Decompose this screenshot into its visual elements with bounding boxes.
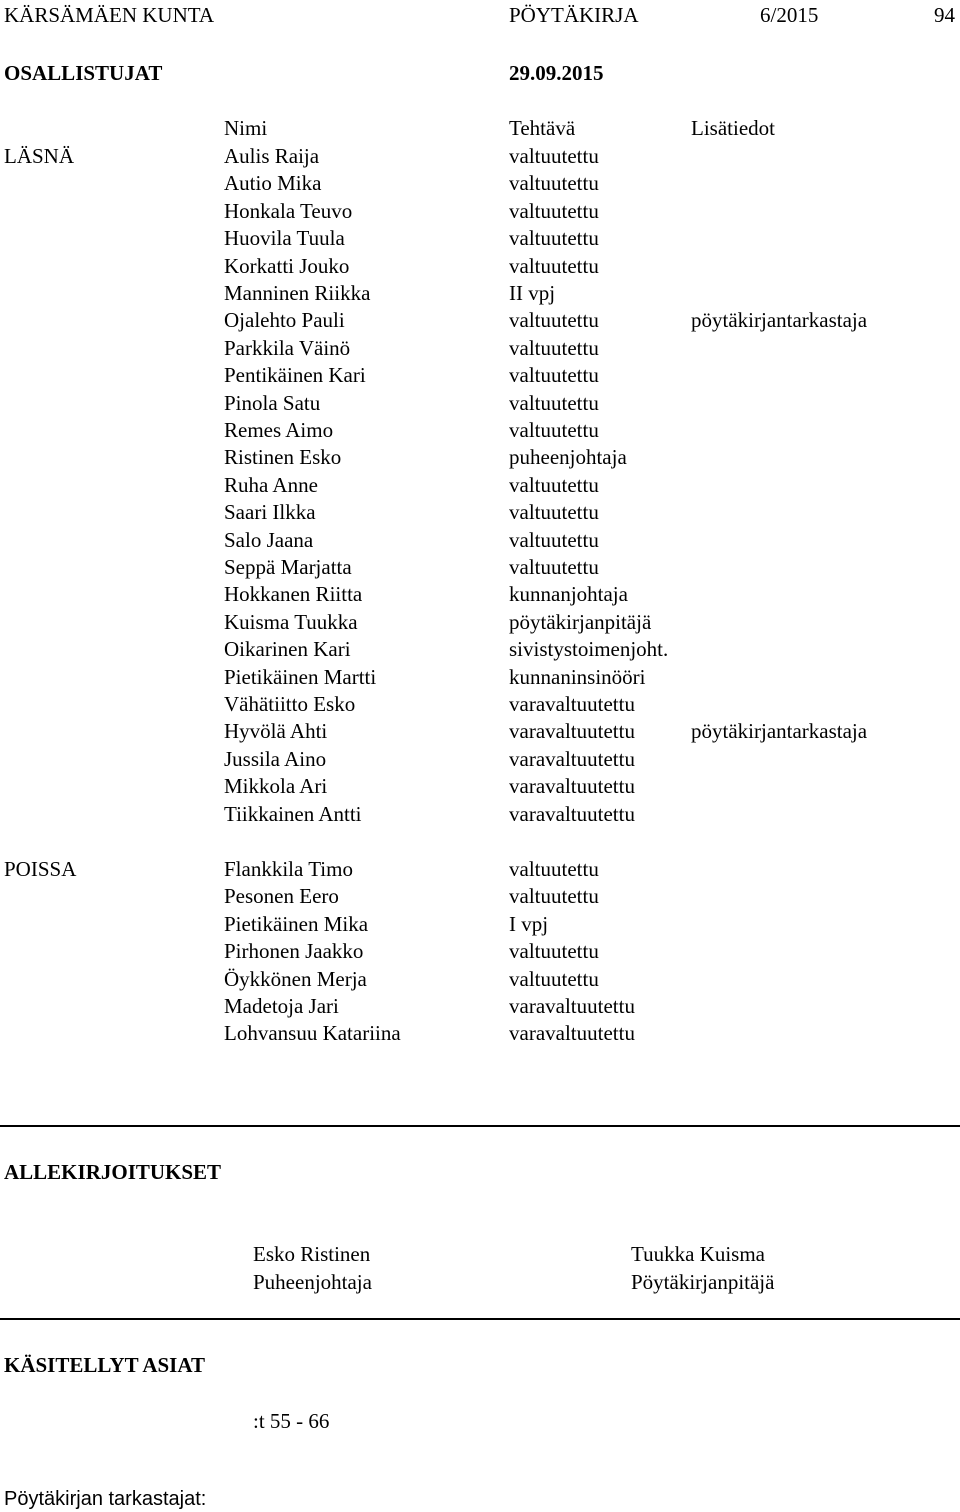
participant-name: Huovila Tuula — [224, 226, 345, 251]
participant-role: kunnanjohtaja — [509, 582, 628, 607]
participant-role: puheenjohtaja — [509, 445, 627, 470]
participant-row — [0, 1023, 960, 1050]
participant-name: Manninen Riikka — [224, 281, 371, 305]
participant-name: Flankkila Timo — [224, 857, 353, 881]
participant-row — [0, 146, 960, 173]
participant-row — [0, 639, 960, 666]
participant-row — [0, 472, 960, 502]
participant-name: Kuisma Tuukka — [224, 609, 358, 634]
absent-section-label: POISSA — [4, 857, 77, 881]
participant-row — [0, 447, 960, 474]
participant-row — [0, 420, 960, 447]
topics-range: :t 55 - 66 — [253, 1409, 330, 1433]
column-header-info: Lisätiedot — [691, 116, 775, 140]
participant-role: valtuutettu — [509, 198, 599, 223]
present-section-label: LÄSNÄ — [4, 144, 75, 168]
participant-name: Ristinen Esko — [224, 445, 342, 470]
issue-number: 6/2015 — [760, 3, 819, 27]
participant-role: II vpj — [509, 281, 556, 305]
document-type: PÖYTÄKIRJA — [509, 3, 639, 27]
participant-row — [0, 721, 960, 748]
participant-name: Pinola Satu — [224, 390, 321, 415]
participant-name: Autio Mika — [224, 171, 322, 196]
participant-row — [0, 941, 960, 968]
participant-name: Hyvölä Ahti — [224, 719, 328, 744]
participant-role: valtuutettu — [509, 555, 599, 579]
participant-role: valtuutettu — [509, 966, 599, 991]
participant-role: varavaltuutettu — [509, 692, 635, 716]
participant-row — [0, 966, 960, 996]
column-header-name: Nimi — [224, 116, 268, 140]
participant-role: varavaltuutettu — [509, 746, 635, 771]
participant-role: valtuutettu — [509, 857, 599, 881]
participant-role: varavaltuutettu — [509, 801, 635, 826]
participant-row — [0, 502, 960, 529]
signatures-title: ALLEKIRJOITUKSET — [4, 1160, 222, 1184]
participant-row — [0, 173, 960, 200]
participant-row — [0, 228, 960, 255]
participant-role: valtuutettu — [509, 144, 599, 168]
participant-row — [0, 198, 960, 228]
participant-role: valtuutettu — [509, 335, 599, 360]
participant-row — [0, 996, 960, 1023]
participant-row — [0, 253, 960, 283]
participant-name: Madetoja Jari — [224, 994, 339, 1018]
topics-title: KÄSITELLYT ASIAT — [4, 1353, 205, 1377]
participant-role: pöytäkirjanpitäjä — [509, 609, 652, 634]
participant-role: valtuutettu — [509, 500, 599, 525]
participant-row — [0, 886, 960, 913]
participant-name: Korkatti Jouko — [224, 253, 350, 278]
participant-row — [0, 283, 960, 310]
participant-row — [0, 664, 960, 694]
participant-name: Parkkila Väinö — [224, 335, 351, 360]
page-number: 94 — [934, 3, 955, 27]
reviewers-label: Pöytäkirjan tarkastajat: — [4, 1488, 207, 1510]
participant-row — [0, 310, 960, 337]
chair-name: Esko Ristinen — [253, 1242, 371, 1266]
participant-role: varavaltuutettu — [509, 719, 635, 744]
participant-role: valtuutettu — [509, 171, 599, 196]
participant-name: Saari Ilkka — [224, 500, 316, 525]
participant-info: pöytäkirjantarkastaja — [691, 308, 868, 333]
participant-row — [0, 390, 960, 420]
participant-name: Remes Aimo — [224, 418, 334, 442]
participant-row — [0, 801, 960, 831]
participant-row — [0, 911, 960, 941]
participant-name: Mikkola Ari — [224, 774, 328, 799]
participant-name: Pirhonen Jaakko — [224, 939, 364, 964]
participant-name: Pietikäinen Mika — [224, 911, 369, 936]
participant-role: valtuutettu — [509, 939, 599, 964]
participant-row — [0, 335, 960, 365]
participant-name: Seppä Marjatta — [224, 555, 352, 579]
participant-role: valtuutettu — [509, 390, 599, 415]
section-divider — [0, 1125, 960, 1127]
participant-role: valtuutettu — [509, 308, 599, 333]
participant-role: varavaltuutettu — [509, 1021, 635, 1046]
participant-role: valtuutettu — [509, 363, 599, 388]
secretary-title: Pöytäkirjanpitäjä — [631, 1270, 775, 1294]
participant-role: sivistystoimenjoht. — [509, 637, 669, 662]
participant-name: Lohvansuu Katariina — [224, 1021, 401, 1046]
section-divider — [0, 1318, 960, 1320]
participant-name: Ruha Anne — [224, 472, 318, 497]
municipality-name: KÄRSÄMÄEN KUNTA — [4, 3, 215, 27]
participant-role: valtuutettu — [509, 418, 599, 442]
participant-name: Vähätiitto Esko — [224, 692, 356, 716]
participant-name: Pentikäinen Kari — [224, 363, 366, 388]
participant-role: varavaltuutettu — [509, 994, 635, 1018]
participant-role: I vpj — [509, 911, 549, 936]
participant-name: Oikarinen Kari — [224, 637, 351, 662]
participant-row — [0, 746, 960, 776]
participant-name: Hokkanen Riitta — [224, 582, 363, 607]
participant-role: varavaltuutettu — [509, 774, 635, 799]
participant-name: Aulis Raija — [224, 144, 320, 168]
participant-name: Ojalehto Pauli — [224, 308, 345, 333]
participant-row — [0, 776, 960, 803]
participant-role: valtuutettu — [509, 472, 599, 497]
participant-row — [0, 527, 960, 557]
chair-title: Puheenjohtaja — [253, 1270, 372, 1294]
participant-role: valtuutettu — [509, 884, 599, 909]
participant-role: valtuutettu — [509, 527, 599, 552]
participant-name: Öykkönen Merja — [224, 966, 367, 991]
meeting-date: 29.09.2015 — [509, 61, 604, 85]
participant-role: valtuutettu — [509, 253, 599, 278]
participant-row — [0, 365, 960, 392]
participant-role: kunnaninsinööri — [509, 664, 646, 689]
participant-info: pöytäkirjantarkastaja — [691, 719, 868, 744]
secretary-name: Tuukka Kuisma — [631, 1242, 765, 1266]
participant-name: Salo Jaana — [224, 527, 314, 552]
participant-name: Honkala Teuvo — [224, 198, 353, 223]
participant-row — [0, 609, 960, 639]
participant-row — [0, 859, 960, 886]
participants-title: OSALLISTUJAT — [4, 61, 163, 85]
participant-name: Pietikäinen Martti — [224, 664, 377, 689]
participant-row — [0, 557, 960, 584]
participant-name: Tiikkainen Antti — [224, 801, 362, 826]
participant-row — [0, 584, 960, 611]
participant-name: Jussila Aino — [224, 746, 327, 771]
column-header-role: Tehtävä — [509, 116, 576, 140]
participant-row — [0, 694, 960, 721]
participant-name: Pesonen Eero — [224, 884, 339, 909]
participant-role: valtuutettu — [509, 226, 599, 251]
